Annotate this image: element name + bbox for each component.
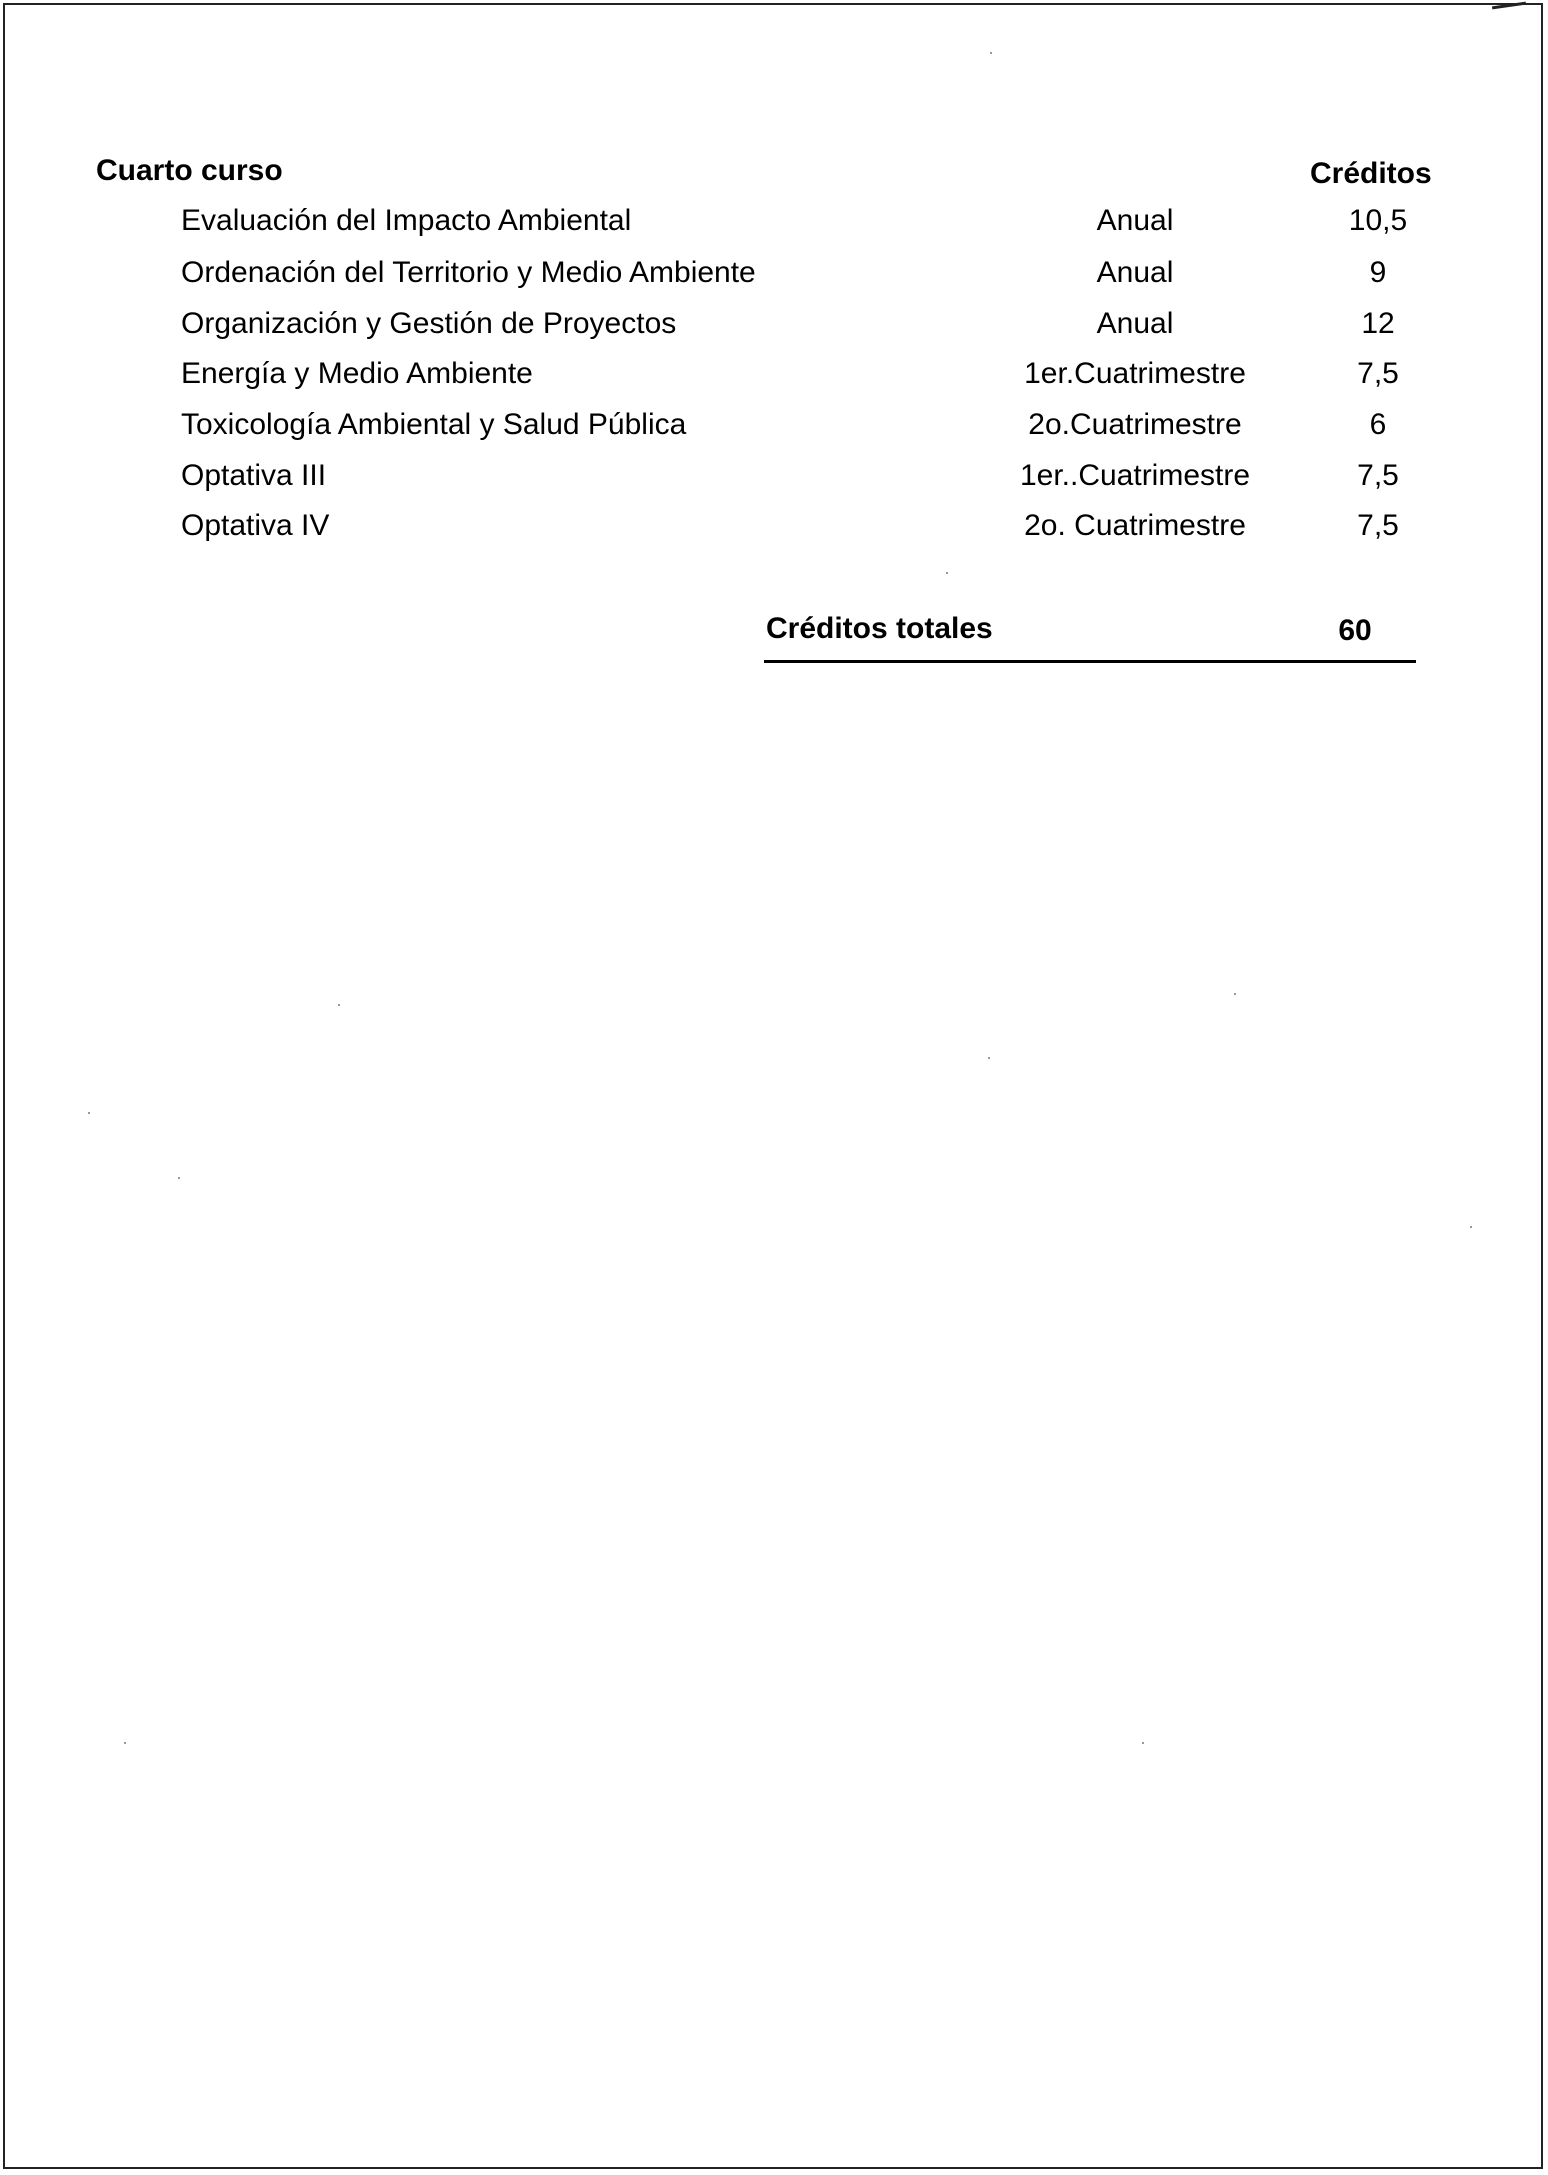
course-row (0, 459, 1548, 499)
course-period: 2o.Cuatrimestre (1028, 408, 1242, 441)
course-row (0, 408, 1548, 448)
course-credits: 7,5 (1357, 459, 1399, 492)
course-name: Evaluación del Impacto Ambiental (181, 204, 632, 237)
scan-speck (338, 1004, 340, 1006)
scan-speck (988, 1057, 990, 1059)
scan-speck (124, 1742, 126, 1744)
course-credits: 7,5 (1357, 509, 1399, 542)
course-credits: 6 (1369, 408, 1387, 441)
course-credits: 12 (1361, 307, 1395, 340)
course-name: Organización y Gestión de Proyectos (181, 307, 677, 340)
section-title: Cuarto curso (96, 154, 283, 187)
course-period: Anual (1096, 256, 1174, 289)
scan-speck (1142, 1742, 1144, 1744)
course-name: Energía y Medio Ambiente (181, 357, 533, 390)
course-row (0, 204, 1548, 244)
scan-speck (178, 1177, 180, 1179)
course-name: Toxicología Ambiental y Salud Pública (181, 408, 687, 441)
credits-column-header: Créditos (1310, 157, 1432, 190)
course-period: Anual (1096, 307, 1174, 340)
course-row (0, 256, 1548, 296)
course-row (0, 307, 1548, 347)
course-period: 1er..Cuatrimestre (1019, 459, 1251, 492)
course-credits: 9 (1369, 256, 1387, 289)
scan-speck (990, 52, 992, 54)
scan-speck (88, 1112, 90, 1114)
course-period: Anual (1096, 204, 1174, 237)
total-credits-row (764, 608, 1416, 663)
course-credits: 7,5 (1357, 357, 1399, 390)
total-credits-value: 60 (1338, 614, 1372, 647)
course-credits: 10,5 (1348, 204, 1408, 237)
scan-speck (1470, 1226, 1472, 1228)
scan-speck (1234, 993, 1236, 995)
course-name: Optativa IV (181, 509, 330, 542)
course-name: Ordenación del Territorio y Medio Ambiente (181, 256, 756, 289)
course-name: Optativa III (181, 459, 327, 492)
course-period: 2o. Cuatrimestre (1024, 509, 1246, 542)
scan-speck (946, 572, 948, 574)
course-period: 1er.Cuatrimestre (1024, 357, 1246, 390)
course-row (0, 509, 1548, 549)
total-credits-label: Créditos totales (766, 612, 993, 645)
course-row (0, 357, 1548, 397)
